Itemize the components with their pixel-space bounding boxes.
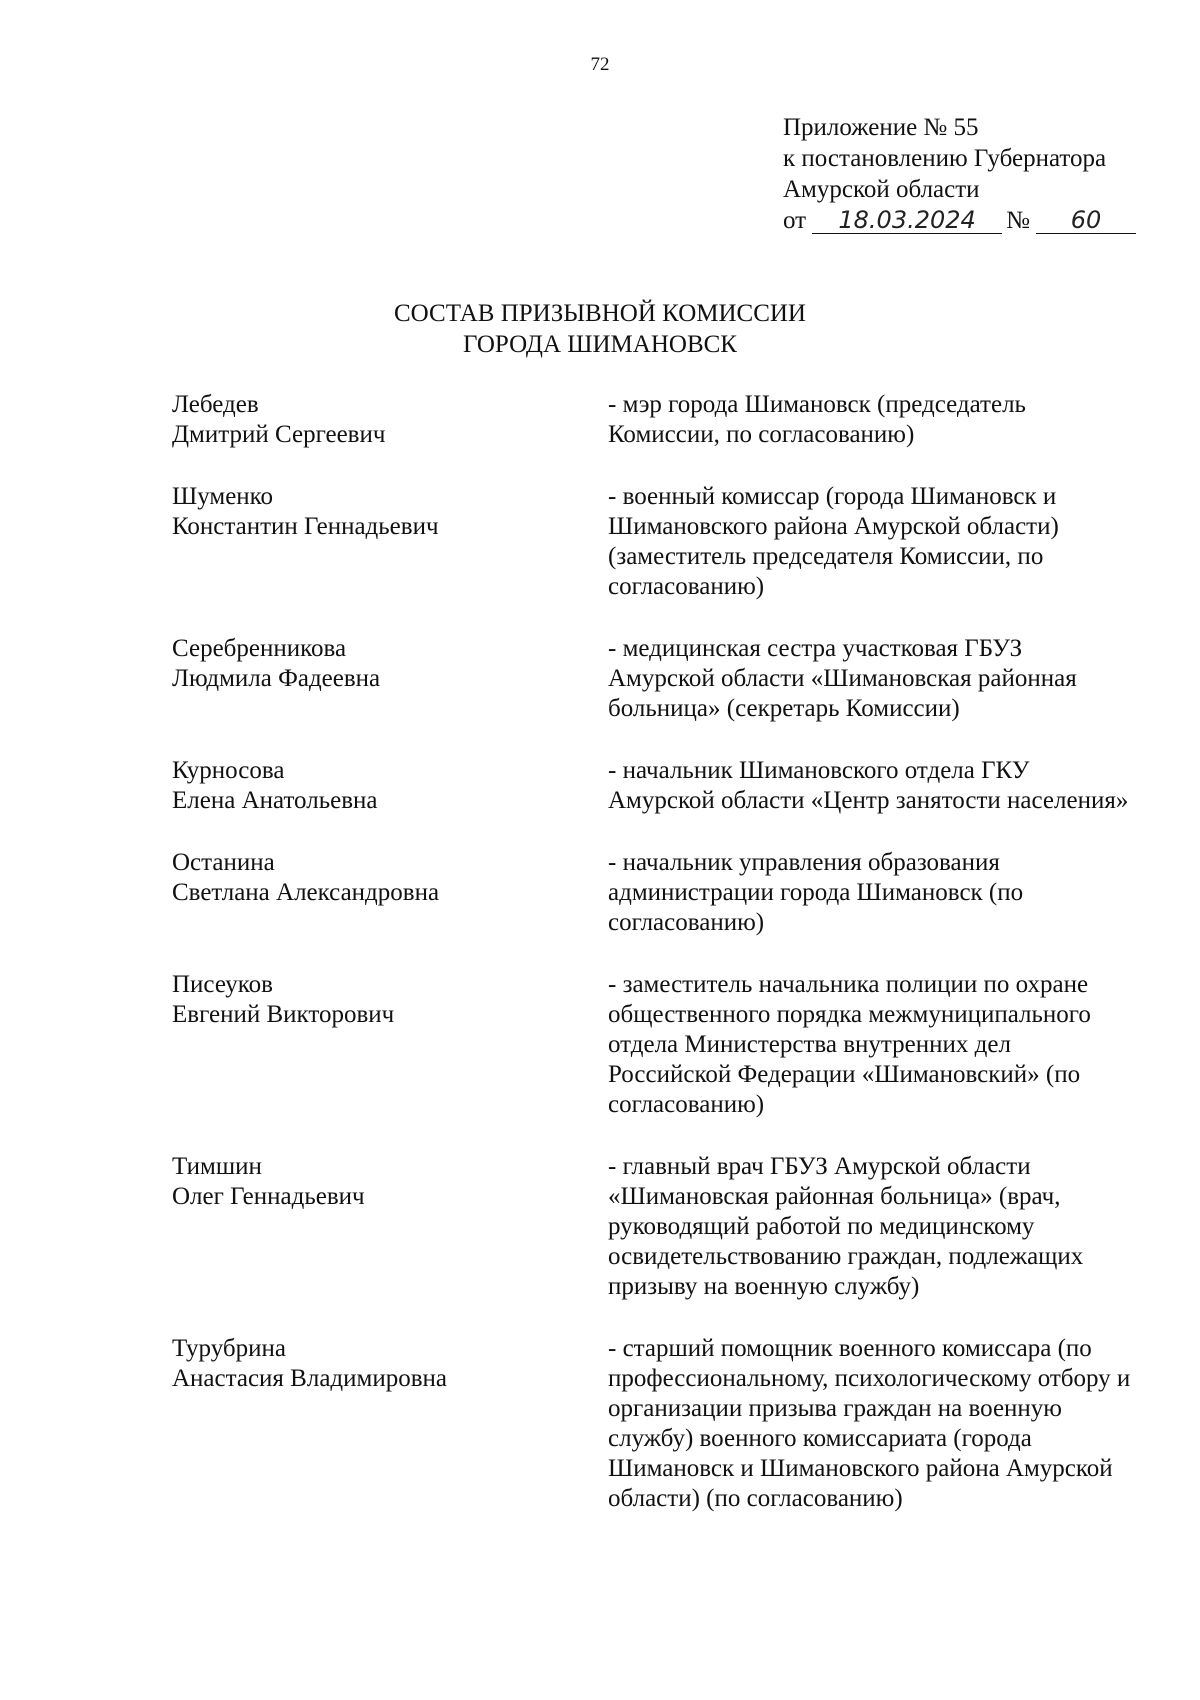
member-role: - военный комиссар (города Шимановск и Шимановского района Амурской области) (заместитель председателя Комиссии, по согласованию)	[608, 483, 1059, 600]
member-role: - мэр города Шимановск (председатель Комиссии, по согласованию)	[608, 391, 1026, 448]
member-row	[172, 1334, 1132, 1514]
document-title	[0, 298, 1200, 360]
member-given-name: Светлана Александровна	[172, 879, 440, 906]
member-given-name: Евгений Викторович	[172, 1001, 395, 1028]
member-given-name: Дмитрий Сергеевич	[172, 421, 386, 448]
member-given-name: Константин Геннадьевич	[172, 513, 439, 540]
appendix-date-line	[783, 205, 1136, 236]
member-given-name: Анастасия Владимировна	[172, 1365, 447, 1392]
members-list	[172, 390, 1132, 1546]
member-row	[172, 1152, 1132, 1302]
title-line-2: ГОРОДА ШИМАНОВСК	[463, 331, 737, 358]
member-name	[172, 634, 608, 724]
member-name	[172, 1334, 608, 1514]
appendix-region: Амурской области	[783, 176, 980, 203]
appendix-title: Приложение № 55	[783, 114, 979, 141]
appendix-decree-ref: к постановлению Губернатора	[783, 145, 1107, 172]
handwritten-date: 18.03.2024	[812, 207, 1002, 234]
member-row	[172, 970, 1132, 1120]
member-row	[172, 390, 1132, 450]
member-surname: Серебренникова	[172, 635, 347, 662]
member-surname: Тимшин	[172, 1153, 262, 1180]
member-row	[172, 848, 1132, 938]
member-role: - старший помощник военного комиссара (по профессиональному, психологическому отбору и организации призыва граждан на военную службу) военного комиссариата (города Шимановск и Шимановского района Амурской области) (по согласованию)	[608, 1335, 1131, 1512]
member-given-name: Людмила Фадеевна	[172, 665, 381, 692]
member-role: - главный врач ГБУЗ Амурской области «Шимановская районная больница» (врач, руководящий работой по медицинскому освидетельствованию граждан, подлежащих призыву на военную службу)	[608, 1153, 1084, 1300]
member-role: - заместитель начальника полиции по охране общественного порядка межмуниципального отдела Министерства внутренних дел Российской Федерации «Шимановский» (по согласованию)	[608, 971, 1091, 1118]
member-surname: Останина	[172, 849, 275, 876]
member-surname: Писеуков	[172, 971, 273, 998]
title-line-1: СОСТАВ ПРИЗЫВНОЙ КОМИССИИ	[394, 300, 806, 327]
member-name	[172, 970, 608, 1120]
member-row	[172, 634, 1132, 724]
member-name	[172, 390, 608, 450]
member-surname: Курносова	[172, 757, 285, 784]
member-role: - начальник Шимановского отдела ГКУ Амурской области «Центр занятости населения»	[608, 757, 1129, 814]
member-role: - начальник управления образования администрации города Шимановск (по согласованию)	[608, 849, 1024, 936]
member-given-name: Олег Геннадьевич	[172, 1183, 365, 1210]
member-surname: Шуменко	[172, 483, 274, 510]
appendix-block	[783, 112, 1136, 236]
member-given-name: Елена Анатольевна	[172, 787, 378, 814]
member-row	[172, 482, 1132, 602]
handwritten-number: 60	[1036, 207, 1136, 234]
page-number: 72	[590, 54, 610, 75]
number-sign: №	[1006, 207, 1030, 234]
member-surname: Лебедев	[172, 391, 259, 418]
member-surname: Турубрина	[172, 1335, 286, 1362]
member-name	[172, 848, 608, 938]
member-name	[172, 1152, 608, 1302]
member-name	[172, 482, 608, 602]
member-name	[172, 756, 608, 816]
date-prefix: от	[783, 207, 807, 234]
member-row	[172, 756, 1132, 816]
member-role: - медицинская сестра участковая ГБУЗ Амурской области «Шимановская районная больница» (секретарь Комиссии)	[608, 635, 1077, 722]
